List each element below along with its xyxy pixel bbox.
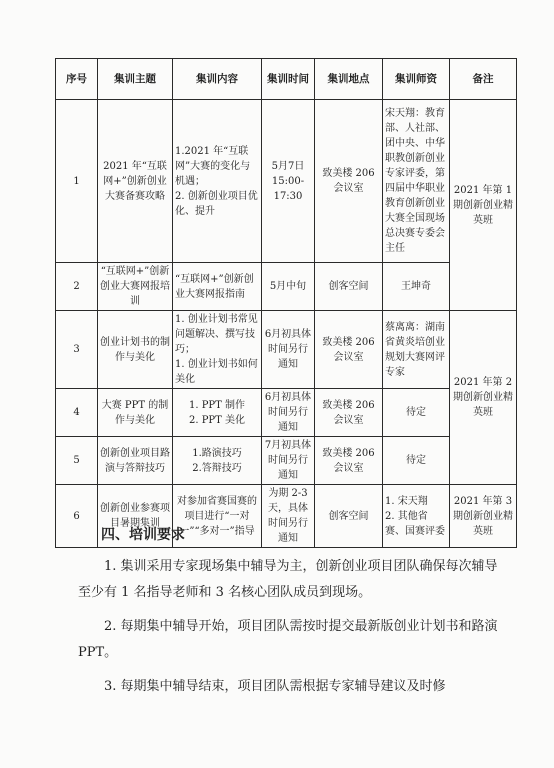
row-place: 致美楼 206 会议室 xyxy=(315,100,383,263)
row-note: 2021 年第 3 期创新创业精英班 xyxy=(450,485,517,548)
row-theme: 创新创业参赛项目暑期集训 xyxy=(98,485,173,548)
requirement-paragraph: 1. 集训采用专家现场集中辅导为主，创新创业项目团队确保每次辅导至少有 1 名指导老师和 3 名核心团队成员到现场。 xyxy=(78,559,498,600)
row-time: 6月初具体时间另行通知 xyxy=(262,311,315,389)
row-content: 1.路演技巧 2.答辩技巧 xyxy=(173,437,262,485)
row-content: 1.2021 年“互联网”大赛的变化与机遇； 2. 创新创业项目优化、提升 xyxy=(173,100,262,263)
row-number: 6 xyxy=(56,485,98,548)
table-row xyxy=(56,311,517,389)
row-place: 致美楼 206 会议室 xyxy=(315,311,383,389)
row-teacher: 蔡离离：湖南省黄炎培创业规划大赛网评专家 xyxy=(383,311,450,389)
row-time: 6月初具体时间另行通知 xyxy=(262,389,315,437)
row-theme: 大赛 PPT 的制作与美化 xyxy=(98,389,173,437)
row-content: 1. PPT 制作 2. PPT 美化 xyxy=(173,389,262,437)
row-teacher: 待定 xyxy=(383,437,450,485)
table-row xyxy=(56,263,517,311)
row-theme: 创业计划书的制作与美化 xyxy=(98,311,173,389)
table-header-row xyxy=(56,59,517,100)
row-note: 2021 年第 2 期创新创业精英班 xyxy=(450,311,517,485)
row-theme: “互联网+”创新创业大赛网报培训 xyxy=(98,263,173,311)
row-content: 1. 创业计划书常见问题解决、撰写技巧； 1. 创业计划书如何美化 xyxy=(173,311,262,389)
section-heading: 四、培训要求 xyxy=(101,527,185,543)
row-time: 7月初具体时间另行通知 xyxy=(262,437,315,485)
row-place: 创客空间 xyxy=(315,485,383,548)
row-teacher: 宋天翔：教育部、人社部、团中央、中华职教创新创业专家评委，第四届中华职业教育创新创业大赛全国现场总决赛专委会主任 xyxy=(383,100,450,263)
row-teacher: 待定 xyxy=(383,389,450,437)
row-number: 4 xyxy=(56,389,98,437)
row-place: 创客空间 xyxy=(315,263,383,311)
row-place: 致美楼 206 会议室 xyxy=(315,389,383,437)
row-note: 2021 年第 1 期创新创业精英班 xyxy=(450,100,517,311)
header-teacher: 集训师资 xyxy=(383,59,450,100)
row-teacher: 王坤奇 xyxy=(383,263,450,311)
row-time: 为期 2-3 天，具体时间另行通知 xyxy=(262,485,315,548)
table-row xyxy=(56,100,517,263)
requirement-paragraph: 2. 每期集中辅导开始，项目团队需按时提交最新版创业计划书和路演 PPT。 xyxy=(78,619,498,660)
row-teacher: 1. 宋天翔 2. 其他省赛、国赛评委 xyxy=(383,485,450,548)
row-time: 5月中旬 xyxy=(262,263,315,311)
header-theme: 集训主题 xyxy=(98,59,173,100)
header-time: 集训时间 xyxy=(262,59,315,100)
requirement-paragraph: 3. 每期集中辅导结束，项目团队需根据专家辅导建议及时修 xyxy=(104,679,446,694)
row-number: 2 xyxy=(56,263,98,311)
header-content: 集训内容 xyxy=(173,59,262,100)
row-place: 致美楼 206 会议室 xyxy=(315,437,383,485)
row-number: 5 xyxy=(56,437,98,485)
row-content: 对参加省赛国赛的项目进行“一对一”“多对一”指导 xyxy=(173,485,262,548)
training-schedule-table xyxy=(55,58,517,548)
header-notes: 备注 xyxy=(450,59,517,100)
row-theme: 2021 年“互联网+”创新创业大赛备赛攻略 xyxy=(98,100,173,263)
header-place: 集训地点 xyxy=(315,59,383,100)
row-theme: 创新创业项目路演与答辩技巧 xyxy=(98,437,173,485)
row-time: 5月7日 15:00-17:30 xyxy=(262,100,315,263)
table-row xyxy=(56,437,517,485)
header-number: 序号 xyxy=(56,59,98,100)
table-row xyxy=(56,389,517,437)
row-number: 1 xyxy=(56,100,98,263)
row-number: 3 xyxy=(56,311,98,389)
row-content: “互联网+”创新创业大赛网报指南 xyxy=(173,263,262,311)
